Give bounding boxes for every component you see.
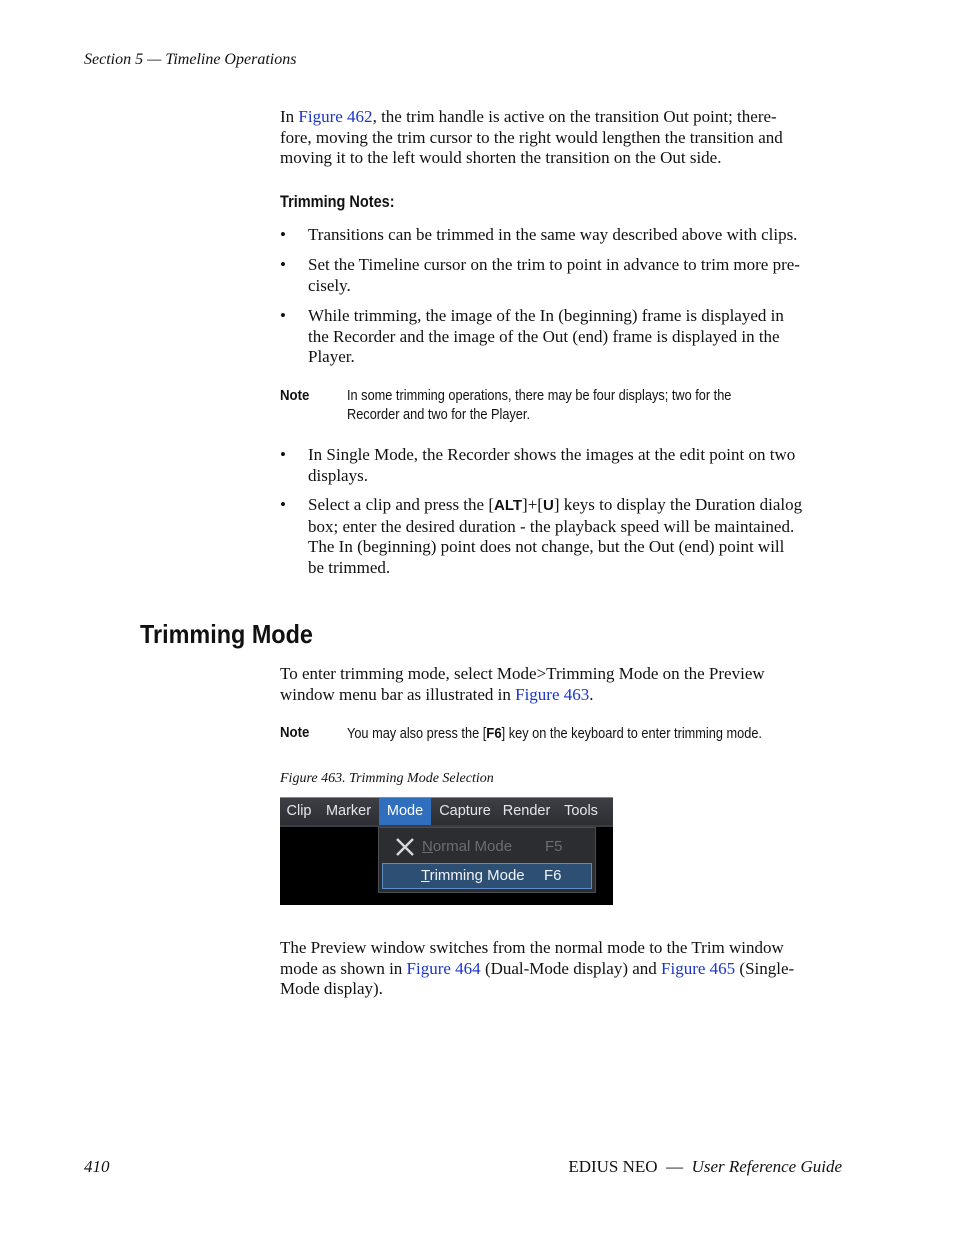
bullet-text: be trimmed. <box>308 557 391 577</box>
note-label: Note <box>280 387 310 404</box>
figure-caption: Figure 463. Trimming Mode Selection <box>280 771 494 786</box>
note-text: You may also press the [F6] key on the keyboard to enter trimming mode. <box>347 725 762 742</box>
note-line: In some trimming operations, there may be four displays; two for the <box>347 388 732 404</box>
bullet-text: box; enter the desired duration - the playback speed will be maintained. <box>308 516 795 536</box>
paragraph-line: Mode display). <box>280 979 383 998</box>
paragraph-line: To enter trimming mode, select Mode>Trimming Mode on the Preview <box>280 664 765 683</box>
mode-dropdown <box>378 827 596 893</box>
shortcut-label: F6 <box>544 867 562 884</box>
paragraph-line: The Preview window switches from the normal mode to the Trim window <box>280 938 784 957</box>
bullet-text: In Single Mode, the Recorder shows the images at the edit point on two <box>308 445 796 464</box>
menu-clip[interactable]: Clip <box>286 803 312 819</box>
running-footer: EDIUS NEO — User Reference Guide <box>568 1157 842 1176</box>
trimming-mode-item[interactable]: Trimming Mode F6 <box>382 863 592 889</box>
bullet-text: the Recorder and the image of the Out (end) frame is displayed in the <box>308 326 780 346</box>
bullet-text: Transitions can be trimmed in the same way described above with clips. <box>308 225 798 244</box>
bullet-text: The In (beginning) point does not change, but the Out (end) point will <box>308 537 785 556</box>
f6-key: F6 <box>486 725 502 742</box>
running-header: Section 5 — Timeline Operations <box>84 51 297 68</box>
bullet-marker: • <box>280 445 286 464</box>
menu-render[interactable]: Render <box>502 803 551 819</box>
intro-prefix: In <box>280 107 299 126</box>
bullet-text: cisely. <box>308 275 351 295</box>
normal-mode-item[interactable]: Normal Mode F5 <box>382 834 592 860</box>
intro-paragraph <box>280 107 845 169</box>
figure-462-link[interactable]: Figure 462 <box>298 107 373 126</box>
intro-line2: fore, moving the trim cursor to the right would lengthen the transition and <box>280 127 783 147</box>
trimming-notes-heading: Trimming Notes: <box>280 193 395 211</box>
note-text <box>347 387 805 425</box>
closing-paragraph: The Preview window switches from the normal mode to the Trim window mode as shown in Figure 464 (Dual-Mode display) and Figure 465 (Single- Mode display). <box>280 938 845 1000</box>
figure-465-link[interactable]: Figure 465 <box>661 958 736 978</box>
menu-marker[interactable]: Marker <box>325 803 372 819</box>
bullet-text: While trimming, the image of the In (beginning) frame is displayed in <box>308 306 784 325</box>
trimming-mode-screenshot <box>280 797 613 905</box>
bullet-text: Player. <box>308 347 355 366</box>
note-label: Note <box>280 724 310 741</box>
shortcut-label: F5 <box>545 838 563 855</box>
alt-key: ALT <box>494 497 523 514</box>
menu-mode[interactable]: Mode <box>379 798 431 825</box>
bullet-text: Select a clip and press the [ALT]+[U] keys to display the Duration dialog <box>308 495 803 514</box>
menu-tools[interactable]: Tools <box>564 803 598 819</box>
bullet-text: displays. <box>308 465 368 485</box>
note-line: Recorder and two for the Player. <box>347 407 530 423</box>
intro-line3: moving it to the left would shorten the transition on the Out side. <box>280 148 722 167</box>
figure-464-link[interactable]: Figure 464 <box>406 958 481 978</box>
bullet-marker: • <box>280 306 286 325</box>
bullet-marker: • <box>280 255 286 274</box>
page-number: 410 <box>84 1157 110 1176</box>
figure-463-link[interactable]: Figure 463 <box>515 684 590 704</box>
close-icon <box>394 836 416 858</box>
trimming-mode-paragraph: To enter trimming mode, select Mode>Trimming Mode on the Preview window menu bar as illustrated in Figure 463. <box>280 664 845 705</box>
menu-bar <box>280 797 613 825</box>
bullet-marker: • <box>280 495 286 514</box>
u-key: U <box>542 497 554 514</box>
menu-capture[interactable]: Capture <box>439 803 491 819</box>
bullet-text: Set the Timeline cursor on the trim to point in advance to trim more pre- <box>308 255 800 274</box>
paragraph-text: window menu bar as illustrated in <box>280 684 516 704</box>
intro-line1: , the trim handle is active on the transition Out point; there- <box>372 107 777 126</box>
bullet-marker: • <box>280 225 286 244</box>
section-heading: Trimming Mode <box>140 619 313 649</box>
